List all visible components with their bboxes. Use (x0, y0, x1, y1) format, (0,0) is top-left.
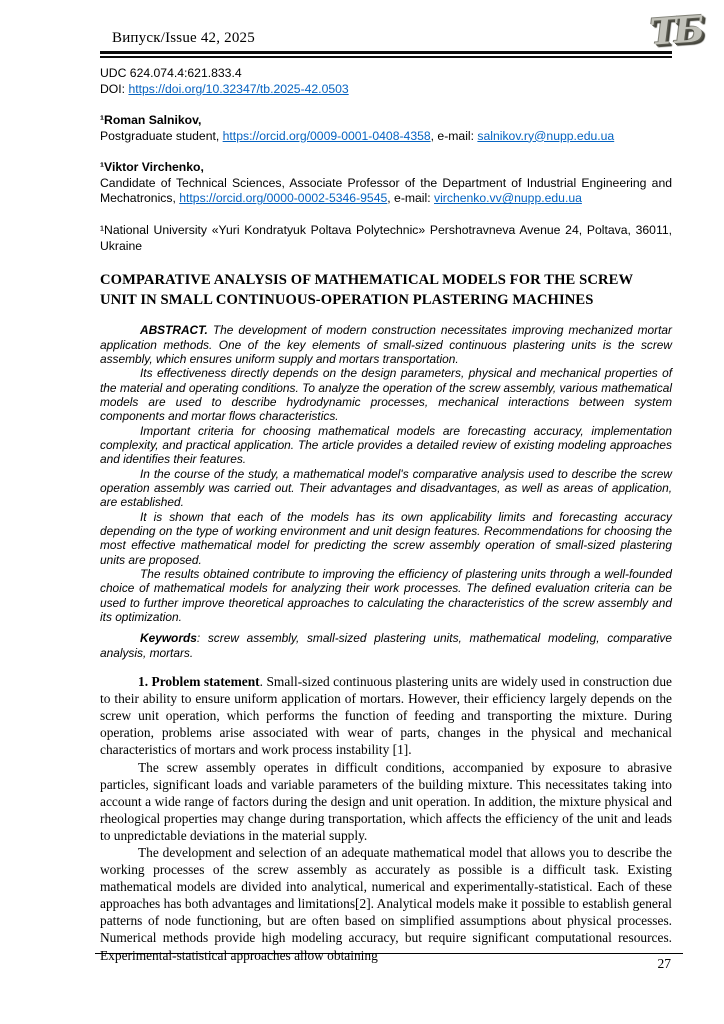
author-block (100, 113, 672, 144)
body-paragraph: The development and selection of an adequate mathematical model that allows you to describe the working processes of the screw assembly as accurately as possible is a difficult task. Existing mathematical models are divided into analytical, numerical and experimentally-statistical. Each of these approaches has both advantages and limitations[2]. Analytical models make it possible to establish general patterns of node functioning, but are often based on simplified assumptions about physical processes. Numerical methods provide high modeling accuracy, but require significant computational resources. Experimental-statistical approaches allow obtaining (100, 845, 672, 963)
abstract-paragraph: Its effectiveness directly depends on the design parameters, physical and mechanical properties of the material and operating conditions. To analyze the operation of the screw assembly, various mathematical models are used to describe hydrodynamic processes, mechanical interactions between system components and mortar flows characteristics. (100, 366, 672, 424)
doi-label: DOI: (100, 82, 129, 96)
footer-rule (95, 953, 683, 954)
body-paragraph (100, 673, 672, 758)
affiliation: ¹National University «Yuri Kondratyuk Poltava Polytechnic» Pershotravneva Avenue 24, Poltava, 36011, Ukraine (100, 222, 672, 253)
article-title: COMPARATIVE ANALYSIS OF MATHEMATICAL MODELS FOR THE SCREW UNIT IN SMALL CONTINUOUS-OPERATION PLASTERING MACHINES (100, 272, 633, 308)
author-role: Postgraduate student, (100, 128, 223, 143)
author-role: Candidate of Technical Sciences, Associate Professor of the Department of Industrial Engineering and Mechatronics, (100, 175, 672, 206)
keywords-text: : screw assembly, small-sized plastering units, mathematical modeling, comparative analysis, mortars. (100, 631, 672, 660)
email-label: , e-mail: (387, 191, 434, 206)
author-name: ¹Viktor Virchenko, (100, 160, 204, 175)
section-heading: 1. Problem statement (138, 674, 260, 690)
doi-link[interactable]: https://doi.org/10.32347/tb.2025-42.0503 (128, 82, 349, 96)
article-body (100, 673, 672, 964)
author-info (100, 176, 672, 207)
article-meta (100, 65, 672, 97)
doi-line (100, 81, 672, 97)
abstract-paragraph (100, 323, 672, 366)
authors-section (100, 113, 672, 254)
keywords-label: Keywords (140, 631, 197, 646)
page-number: 27 (657, 956, 671, 971)
email-link[interactable]: virchenko.vv@nupp.edu.ua (434, 191, 582, 206)
journal-header (100, 8, 704, 58)
page-footer (95, 953, 683, 972)
journal-logo-icon: ТБ (649, 8, 704, 54)
abstract-paragraph: In the course of the study, a mathematical model's comparative analysis used to describe the screw operation assembly was carried out. Their advantages and disadvantages, as well as areas of application, are established. (100, 466, 672, 510)
header-rule (100, 51, 672, 58)
author-info (100, 129, 672, 145)
orcid-link[interactable]: https://orcid.org/0009-0001-0408-4358 (222, 128, 431, 143)
keywords-line (100, 631, 672, 660)
email-label: , e-mail: (430, 128, 478, 143)
author-block (100, 160, 672, 207)
body-paragraph: The screw assembly operates in difficult conditions, accompanied by exposure to abrasive particles, significant loads and variable parameters of the building mixture. This necessitates taking into account a wide range of factors during the design and unit operation. In addition, the mixture physical and rheological properties may change during transportation, which affects the efficiency of the unit and leads to unpredictable deviations in the material supply. (100, 759, 672, 843)
orcid-link[interactable]: https://orcid.org/0000-0002-5346-9545 (179, 191, 388, 206)
body-text: . Small-sized continuous plastering units are widely used in construction due to their ability to ensure uniform application of mortars. However, their efficiency largely depends on the screw unit operation, which performs the function of feeding and transporting the mixture. During operation, problems arise associated with wear of parts, changes in the physical and mechanical characteristics of mortars and work process instability [1]. (100, 674, 672, 758)
abstract-text: The development of modern construction necessitates improving mechanized mortar application methods. One of the key elements of small-sized continuous plastering units is the screw assembly, which ensures uniform supply and mortars transportation. (100, 323, 672, 366)
journal-issue: Випуск/Issue 42, 2025 (112, 30, 255, 46)
abstract-section (100, 323, 672, 660)
abstract-paragraph: The results obtained contribute to improving the efficiency of plastering units through a well-founded choice of mathematical models for analyzing their work processes. The defined evaluation criteria can be used to further improve theoretical approaches to calculating the characteristics of the screw assembly and its optimization. (100, 567, 672, 625)
udc-code: UDC 624.074.4:621.833.4 (100, 66, 242, 80)
author-name: ¹Roman Salnikov, (100, 113, 202, 127)
abstract-paragraph: It is shown that each of the models has its own applicability limits and forecasting accuracy depending on the type of working environment and unit design features. Recommendations for choosing the most effective mathematical model for predicting the screw assembly operation of small-sized plastering units are proposed. (100, 509, 672, 567)
email-link[interactable]: salnikov.ry@nupp.edu.ua (477, 128, 615, 143)
abstract-paragraph: Important criteria for choosing mathematical models are forecasting accuracy, implementation complexity, and practical application. The article provides a detailed review of existing modeling approaches and identifies their features. (100, 423, 672, 467)
abstract-label: ABSTRACT. (140, 323, 208, 338)
